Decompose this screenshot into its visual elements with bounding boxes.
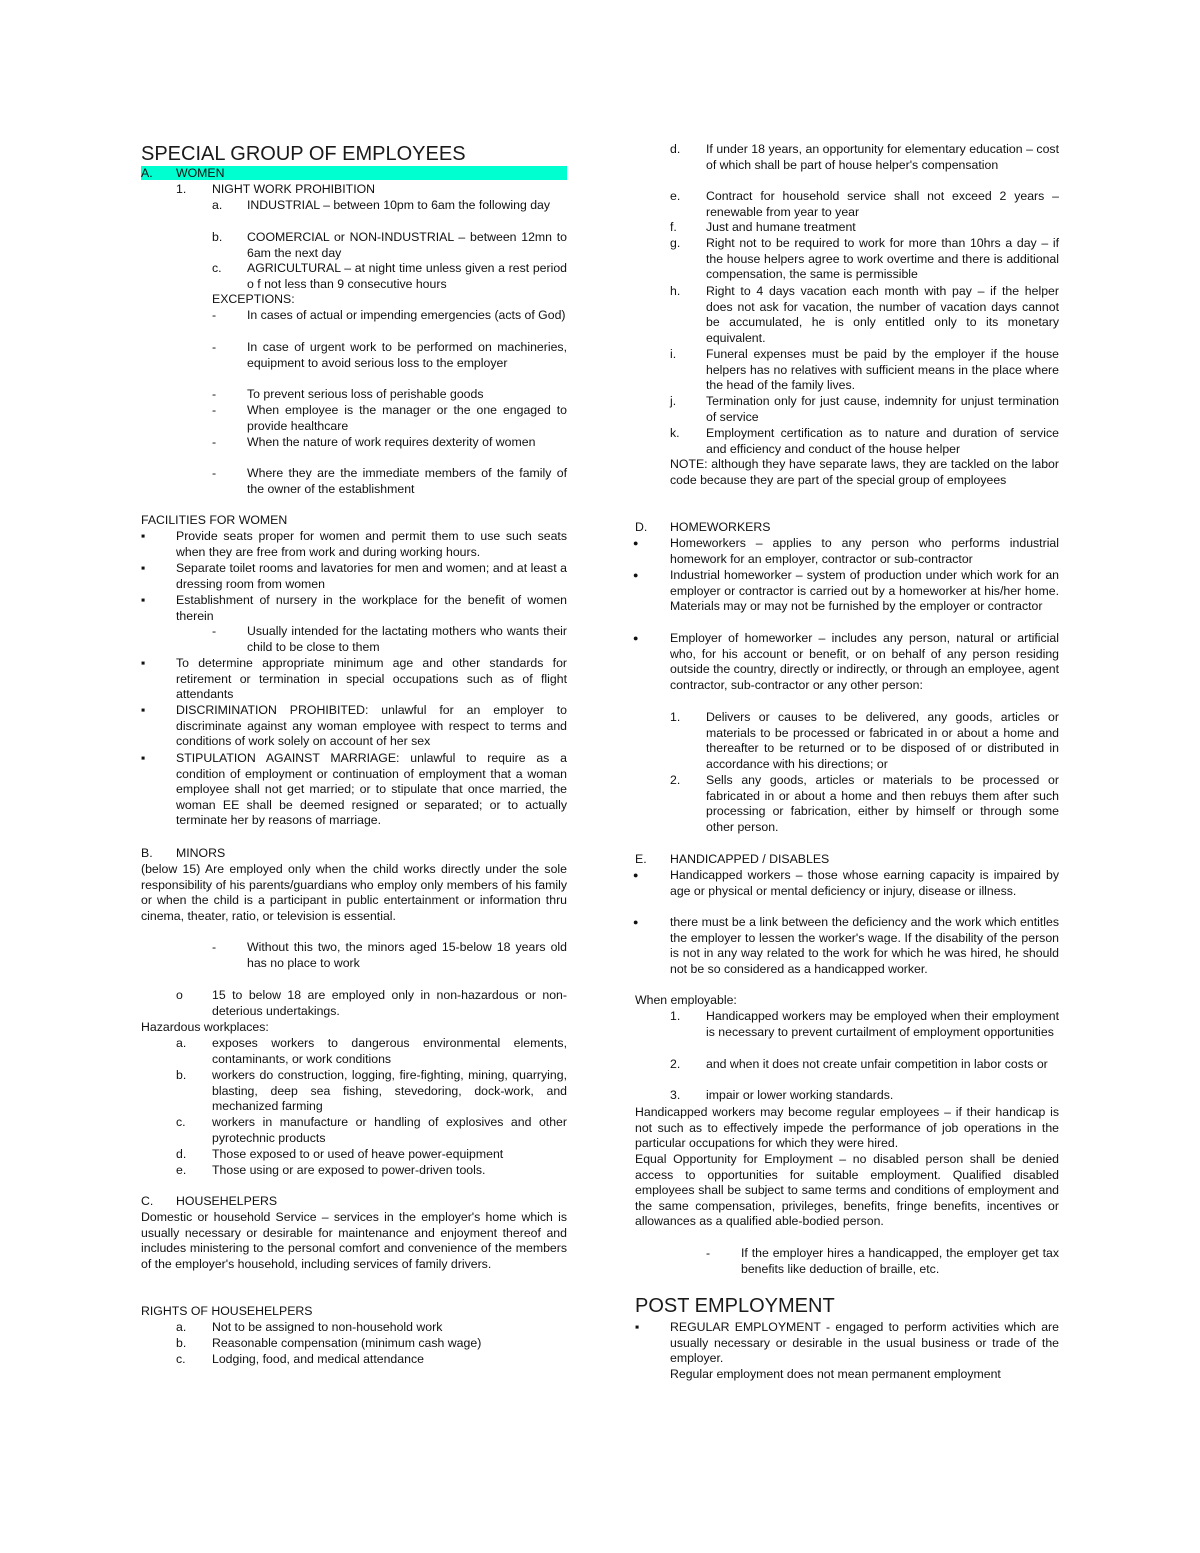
bullet-marker: ▪ [635, 1320, 640, 1334]
dash-marker: - [212, 435, 217, 449]
list-number: 2. [670, 773, 681, 787]
list-item: Provide seats proper for women and permit them to use such seats when they are free from work and during working hours. [176, 529, 567, 559]
section-title-post-employment: POST EMPLOYMENT [635, 1295, 835, 1317]
bullet-marker: ▪ [141, 561, 146, 575]
list-number: 3. [670, 1088, 681, 1102]
dash-marker: - [212, 308, 217, 322]
list-letter: j. [670, 394, 677, 408]
list-item: STIPULATION AGAINST MARRIAGE: unlawful to require as a condition of employment or continuation of employment that a woman employee shall not get married; or to stipulate that once married, the woman EE shall be deemed resigned or separated; or to actually terminate her by reasons of marriage. [176, 751, 567, 828]
list-number: 1. [176, 182, 187, 196]
subheading-exceptions: EXCEPTIONS: [212, 292, 295, 306]
list-letter: d. [670, 142, 681, 156]
paragraph: Domestic or household Service – services in the employer's home which is usually necessary or desirable for maintenance and enjoyment thereof and includes ministering to the personal comfort and convenience of the members of the employer's household, including services of family drivers. [141, 1210, 567, 1271]
bullet-marker: ● [633, 870, 639, 880]
list-item: Right not to be required to work for more than 10hrs a day – if the house helpers agree to work overtime and there is additional compensation, the same is permissible [706, 236, 1059, 282]
list-item: In case of urgent work to be performed on machineries, equipment to avoid serious loss to the employer [247, 340, 567, 370]
list-item: If the employer hires a handicapped, the employer get tax benefits like deduction of braille, etc. [741, 1246, 1059, 1276]
list-number: 2. [670, 1057, 681, 1071]
section-heading-handicapped: HANDICAPPED / DISABLES [670, 852, 830, 866]
list-letter: e. [176, 1163, 187, 1177]
list-item: In cases of actual or impending emergencies (acts of God) [247, 308, 566, 322]
list-number: 1. [670, 710, 681, 724]
list-item: Establishment of nursery in the workplace for the benefit of women therein [176, 593, 567, 623]
list-item: and when it does not create unfair competition in labor costs or [706, 1057, 1048, 1071]
subheading-hazardous: Hazardous workplaces: [141, 1020, 269, 1034]
list-item: DISCRIMINATION PROHIBITED: unlawful for an employer to discriminate against any woman employee with respect to terms and conditions of work solely on account of her sex [176, 703, 567, 749]
list-item: exposes workers to dangerous environmental elements, contaminants, or work conditions [212, 1036, 567, 1066]
subheading-rights: RIGHTS OF HOUSEHELPERS [141, 1304, 313, 1318]
paragraph: Equal Opportunity for Employment – no disabled person shall be denied access to opportunities for suitable employment. Qualified disabled employees shall be subject to same terms and conditions of employment and the same compensation, privileges, benefits, fringe benefits, incentives or allowances as a qualified able-bodied person. [635, 1152, 1059, 1229]
list-item: Usually intended for the lactating mothers who wants their child to be close to them [247, 624, 567, 654]
list-item: Right to 4 days vacation each month with pay – if the helper does not ask for vacation, the number of vacation days cannot be accumulated, he is only entitled only to its monetary equivalent. [706, 284, 1059, 345]
subheading-employable: When employable: [635, 993, 737, 1007]
list-item: Termination only for just cause, indemnity for unjust termination of service [706, 394, 1059, 424]
paragraph: Handicapped workers may become regular employees – if their handicap is not such as to effectively impede the performance of job operations in the particular occupations for which they were hired. [635, 1105, 1059, 1151]
bullet-marker: ● [633, 633, 639, 643]
list-letter: a. [176, 1320, 187, 1334]
bullet-marker: ▪ [141, 703, 146, 717]
list-item: Contract for household service shall not exceed 2 years – renewable from year to year [706, 189, 1059, 219]
list-letter: c. [176, 1115, 186, 1129]
list-letter: g. [670, 236, 681, 250]
list-item: Sells any goods, articles or materials to be processed or fabricated in or about a home and then rebuys them after such processing or fabrication, either by himself or through some other person. [706, 773, 1059, 834]
list-letter: a. [176, 1036, 187, 1050]
list-item: workers in manufacture or handling of explosives and other pyrotechnic products [212, 1115, 567, 1145]
bullet-marker: ▪ [141, 656, 146, 670]
page-title: SPECIAL GROUP OF EMPLOYEES [141, 143, 466, 165]
list-item: Not to be assigned to non-household work [212, 1320, 443, 1334]
section-letter: D. [635, 520, 648, 534]
list-item: Those exposed to or used of heave power-equipment [212, 1147, 504, 1161]
list-number: 1. [670, 1009, 681, 1023]
list-item: COOMERCIAL or NON-INDUSTRIAL – between 12mn to 6am the next day [247, 230, 567, 260]
section-heading-homeworkers: HOMEWORKERS [670, 520, 771, 534]
list-letter: a. [212, 198, 223, 212]
list-item: Employment certification as to nature and duration of service and efficiency and conduct of the house helper [706, 426, 1059, 456]
list-letter: b. [176, 1068, 187, 1082]
list-letter: b. [176, 1336, 187, 1350]
circle-marker: o [176, 988, 183, 1002]
list-item: AGRICULTURAL – at night time unless given a rest period o f not less than 9 consecutive hours [247, 261, 567, 291]
dash-marker: - [212, 940, 217, 954]
section-heading-women: WOMEN [176, 166, 225, 180]
list-item: Reasonable compensation (minimum cash wage) [212, 1336, 482, 1350]
list-item: To prevent serious loss of perishable goods [247, 387, 484, 401]
list-letter: i. [670, 347, 677, 361]
section-letter: C. [141, 1194, 154, 1208]
bullet-marker: ▪ [141, 593, 146, 607]
section-heading-househelpers: HOUSEHELPERS [176, 1194, 278, 1208]
list-item: Handicapped workers – those whose earning capacity is impaired by age or physical or mental deficiency or injury, disease or illness. [670, 868, 1059, 898]
list-item: Without this two, the minors aged 15-below 18 years old has no place to work [247, 940, 567, 970]
subheading-night-work: NIGHT WORK PROHIBITION [212, 182, 376, 196]
section-letter: A. [141, 166, 153, 180]
dash-marker: - [212, 403, 217, 417]
list-item: INDUSTRIAL – between 10pm to 6am the following day [247, 198, 551, 212]
list-item: Just and humane treatment [706, 220, 856, 234]
list-item: Where they are the immediate members of the family of the owner of the establishment [247, 466, 567, 496]
list-item: Separate toilet rooms and lavatories for men and women; and at least a dressing room from women [176, 561, 567, 591]
list-item: Delivers or causes to be delivered, any goods, articles or materials to be processed or fabricated in or about a home and thereafter to be returned or to be disposed of or distributed in accordance with his directions; or [706, 710, 1059, 771]
bullet-marker: ● [633, 570, 639, 580]
dash-marker: - [706, 1246, 711, 1260]
dash-marker: - [212, 387, 217, 401]
bullet-marker: ● [633, 538, 639, 548]
list-item: When the nature of work requires dexterity of women [247, 435, 536, 449]
list-letter: c. [212, 261, 222, 275]
list-item: When employee is the manager or the one engaged to provide healthcare [247, 403, 567, 433]
list-letter: c. [176, 1352, 186, 1366]
list-item: To determine appropriate minimum age and other standards for retirement or termination in special occupations such as of flight attendants [176, 656, 567, 702]
list-letter: k. [670, 426, 680, 440]
list-item: there must be a link between the deficiency and the work which entitles the employer to lessen the worker's wage. If the disability of the person is not in any way related to the work for which he was hired, he should not be so considered as a handicapped worker. [670, 915, 1059, 976]
subheading-facilities: FACILITIES FOR WOMEN [141, 513, 288, 527]
list-item: impair or lower working standards. [706, 1088, 894, 1102]
section-letter: E. [635, 852, 647, 866]
dash-marker: - [212, 624, 217, 638]
list-item: Employer of homeworker – includes any person, natural or artificial who, for his account or benefit, or on behalf of any person residing outside the country, directly or indirectly, or through an employee, agent contractor, sub-contractor or any other person: [670, 631, 1059, 692]
list-item: Industrial homeworker – system of production under which work for an employer or contractor is carried out by a homeworker at his/her home. Materials may or may not be furnished by the employer or contractor [670, 568, 1059, 614]
section-letter: B. [141, 846, 153, 860]
note-paragraph: NOTE: although they have separate laws, they are tackled on the labor code because they are part of the special group of employees [670, 457, 1059, 487]
list-letter: e. [670, 189, 681, 203]
list-item: Those using or are exposed to power-driven tools. [212, 1163, 486, 1177]
bullet-marker: ▪ [141, 751, 146, 765]
section-heading-minors: MINORS [176, 846, 226, 860]
list-item: Handicapped workers may be employed when their employment is necessary to prevent curtailment of employment opportunities [706, 1009, 1059, 1039]
list-item: Homeworkers – applies to any person who performs industrial homework for an employer, contractor or sub-contractor [670, 536, 1059, 566]
bullet-marker: ▪ [141, 529, 146, 543]
list-item: If under 18 years, an opportunity for elementary education – cost of which shall be part of house helper's compensation [706, 142, 1059, 172]
list-letter: b. [212, 230, 223, 244]
list-item: Funeral expenses must be paid by the employer if the house helpers has no relatives with sufficient means in the place where the head of the family lives. [706, 347, 1059, 393]
list-item: 15 to below 18 are employed only in non-hazardous or non-deterious undertakings. [212, 988, 567, 1018]
list-item: Lodging, food, and medical attendance [212, 1352, 424, 1366]
paragraph: (below 15) Are employed only when the child works directly under the sole responsibility of his parents/guardians who employ only members of his family or when the child is a participant in public entertainment or information thru cinema, theater, ratio, or television is essential. [141, 862, 567, 923]
dash-marker: - [212, 340, 217, 354]
list-item: workers do construction, logging, fire-fighting, mining, quarrying, blasting, deep sea fishing, stevedoring, dock-work, and mechanized farming [212, 1068, 567, 1114]
list-letter: f. [670, 220, 677, 234]
note-line: Regular employment does not mean permanent employment [670, 1367, 1001, 1381]
list-letter: h. [670, 284, 681, 298]
dash-marker: - [212, 466, 217, 480]
list-letter: d. [176, 1147, 187, 1161]
list-item: REGULAR EMPLOYMENT - engaged to perform activities which are usually necessary or desirable in the usual business or trade of the employer. [670, 1320, 1059, 1366]
bullet-marker: ● [633, 917, 639, 927]
